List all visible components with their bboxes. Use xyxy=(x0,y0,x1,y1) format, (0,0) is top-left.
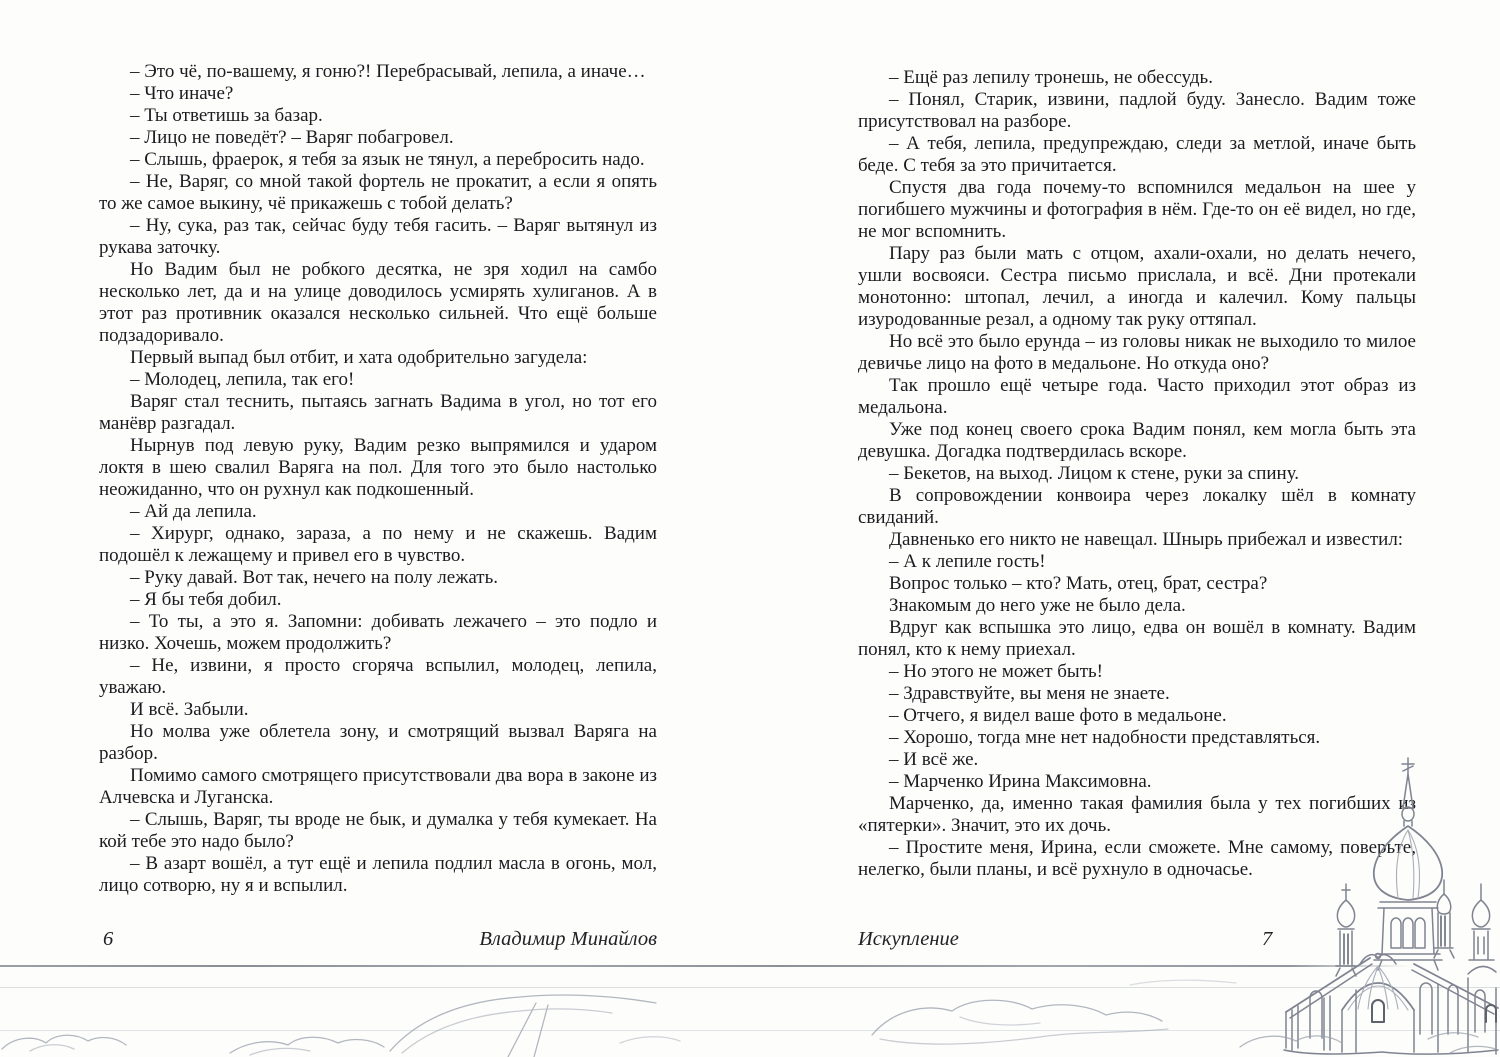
paragraph: – Я бы тебя добил. xyxy=(130,589,282,610)
paragraph: В сопровождении конвоира через локалку шёл в комнату свиданий. xyxy=(858,485,1416,528)
paragraph: Так прошло ещё четыре года. Часто приходил этот образ из медальона. xyxy=(858,375,1416,418)
paragraph: Варяг стал теснить, пытаясь загнать Вадима в угол, но тот его манёвр разгадал. xyxy=(99,391,657,434)
paragraph: Пару раз были мать с отцом, ахали-охали, но делать нечего, ушли восвояси. Сестра письмо прислала, и всё. Дни протекали монотонно: штопал, лечил, а иногда и калечил. Кому пальцы изуродованные резал, а одному так руку оттяпал. xyxy=(858,243,1416,330)
paragraph: Но всё это было ерунда – из головы никак не выходило то милое девичье лицо на фото в медальоне. Но откуда оно? xyxy=(858,331,1416,374)
paragraph: – Здравствуйте, вы меня не знаете. xyxy=(889,683,1170,704)
paragraph: – В азарт вошёл, а тут ещё и лепила подлил масла в огонь, мол, лицо сотворю, ну я и вспылил. xyxy=(99,853,657,896)
paragraph: – Не, Варяг, со мной такой фортель не прокатит, а если я опять то же самое выкину, чё прикажешь с тобой делать? xyxy=(99,171,657,214)
paragraph: – Что иначе? xyxy=(130,83,234,104)
paragraph: Помимо самого смотрящего присутствовали два вора в законе из Алчевска и Луганска. xyxy=(99,765,657,808)
page-number-left: 6 xyxy=(103,928,114,950)
paragraph: – Слышь, Варяг, ты вроде не бык, и думалка у тебя кумекает. На кой тебе это надо было? xyxy=(99,809,657,852)
paragraph: Вопрос только – кто? Мать, отец, брат, сестра? xyxy=(889,573,1268,594)
paragraph: – Понял, Старик, извини, падлой буду. Занесло. Вадим тоже присутствовал на разборе. xyxy=(858,89,1416,132)
paragraph: – И всё же. xyxy=(889,749,979,770)
paragraph: Первый выпад был отбит, и хата одобрительно загудела: xyxy=(130,347,588,368)
paragraph: – А к лепиле гость! xyxy=(889,551,1046,572)
paragraph: – Не, извини, я просто сгоряча вспылил, молодец, лепила, уважаю. xyxy=(99,655,657,698)
paragraph: – Но этого не может быть! xyxy=(889,661,1103,682)
paragraph: Знакомым до него уже не было дела. xyxy=(889,595,1186,616)
paragraph: – Марченко Ирина Максимовна. xyxy=(889,771,1152,792)
paragraph: – Молодец, лепила, так его! xyxy=(130,369,355,390)
running-footer-title: Искупление xyxy=(858,928,959,950)
paragraph: – А тебя, лепила, предупреждаю, следи за метлой, иначе быть беде. С тебя за это причитается. xyxy=(858,133,1416,176)
paragraph: – Ты ответишь за базар. xyxy=(130,105,323,126)
paragraph: Спустя два года почему-то вспомнился медальон на шее у погибшего мужчины и фотография в нём. Где-то он её видел, но где, не мог вспомнить. xyxy=(858,177,1416,242)
running-footer-author: Владимир Минайлов xyxy=(479,928,657,950)
paragraph: Уже под конец своего срока Вадим понял, кем могла быть эта девушка. Догадка подтвердилась вскоре. xyxy=(858,419,1416,462)
paragraph: – Лицо не поведёт? – Варяг побагровел. xyxy=(130,127,454,148)
paragraph: Вдруг как вспышка это лицо, едва он вошёл в комнату. Вадим понял, кто к нему приехал. xyxy=(858,617,1416,660)
left-page-text xyxy=(99,61,657,927)
paragraph: Но Вадим был не робкого десятка, не зря ходил на самбо несколько лет, да и на улице доводилось усмирять хулиганов. А в этот раз противник оказался несколько сильней. Что ещё больше подзадоривало. xyxy=(99,259,657,346)
paragraph: Нырнув под левую руку, Вадим резко выпрямился и ударом локтя в шею свалил Варяга на пол. Для того это было настолько неожиданно, что он рухнул как подкошенный. xyxy=(99,435,657,500)
paragraph: – Хирург, однако, зараза, а по нему и не скажешь. Вадим подошёл к лежащему и привел его в чувство. xyxy=(99,523,657,566)
paragraph: Марченко, да, именно такая фамилия была у тех погибших из «пятерки». Значит, это их дочь. xyxy=(858,793,1416,836)
paragraph: – Хорошо, тогда мне нет надобности представляться. xyxy=(889,727,1321,748)
paragraph: – Простите меня, Ирина, если сможете. Мне самому, поверьте, нелегко, были планы, и всё рухнуло в одночасье. xyxy=(858,837,1416,880)
paragraph: – Отчего, я видел ваше фото в медальоне. xyxy=(889,705,1227,726)
paragraph: – Ещё раз лепилу тронешь, не обессудь. xyxy=(889,67,1213,88)
paragraph: – Ай да лепила. xyxy=(130,501,257,522)
paragraph: Но молва уже облетела зону, и смотрящий вызвал Варяга на разбор. xyxy=(99,721,657,764)
paragraph: Давненько его никто не навещал. Шнырь прибежал и известил: xyxy=(889,529,1404,550)
paragraph: – Руку давай. Вот так, нечего на полу лежать. xyxy=(130,567,499,588)
paragraph: – То ты, а это я. Запомни: добивать лежачего – это подло и низко. Хочешь, можем продолжить? xyxy=(99,611,657,654)
paragraph: – Бекетов, на выход. Лицом к стене, руки за спину. xyxy=(889,463,1300,484)
paragraph: – Это чё, по-вашему, я гоню?! Перебрасывай, лепила, а иначе… xyxy=(130,61,646,82)
paragraph: И всё. Забыли. xyxy=(130,699,249,720)
page-number-right: 7 xyxy=(1262,928,1273,950)
paragraph: – Слышь, фраерок, я тебя за язык не тянул, а перебросить надо. xyxy=(130,149,645,170)
paragraph: – Ну, сука, раз так, сейчас буду тебя гасить. – Варяг вытянул из рукава заточку. xyxy=(99,215,657,258)
landscape-sketch-icon xyxy=(0,973,1500,1057)
left-page-footer xyxy=(99,928,657,951)
